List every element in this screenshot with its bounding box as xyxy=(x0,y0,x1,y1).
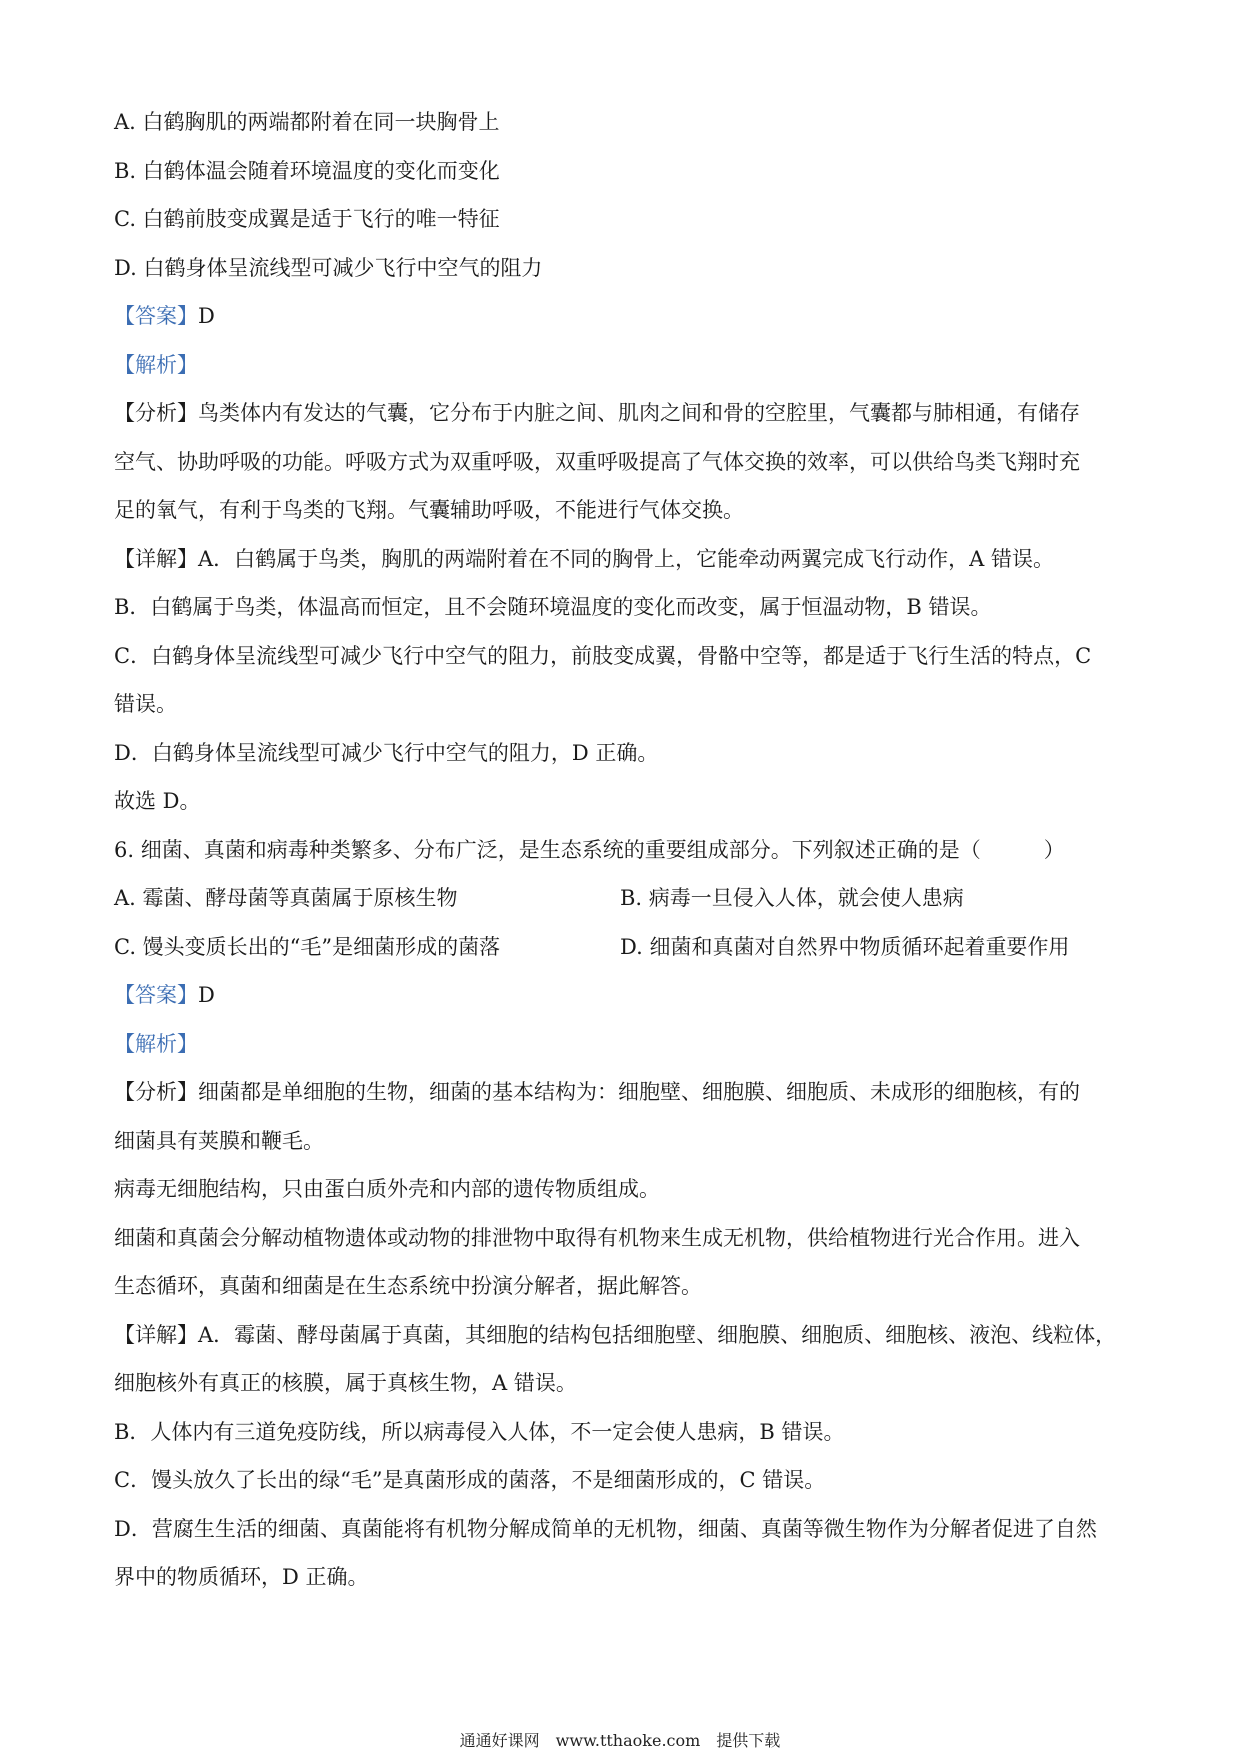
q6-option-d: D. 细菌和真菌对自然界中物质循环起着重要作用 xyxy=(620,934,1070,959)
q6-analysis-line: 【详解】A．霉菌、酵母菌属于真菌，其细胞的结构包括细胞壁、细胞膜、细胞质、细胞核、液泡、线粒体， xyxy=(114,1322,1117,1347)
q5-analysis-line: 空气、协助呼吸的功能。呼吸方式为双重呼吸，双重呼吸提高了气体交换的效率，可以供给鸟类飞翔时充 xyxy=(114,449,1080,474)
q6-analysis-line: 界中的物质循环，D 正确。 xyxy=(114,1565,369,1589)
q5-analysis-line: 【详解】A．白鹤属于鸟类，胸肌的两端附着在不同的胸骨上，它能牵动两翼完成飞行动作，A 错误。 xyxy=(114,546,1055,571)
page-content xyxy=(114,98,1134,1602)
q6-analysis-line: 细胞核外有真正的核膜，属于真核生物，A 错误。 xyxy=(114,1371,577,1395)
q5-analysis-line: B．白鹤属于鸟类，体温高而恒定，且不会随环境温度的变化而改变，属于恒温动物，B 错误。 xyxy=(114,595,992,619)
q6-answer xyxy=(114,971,1134,1020)
q5-answer xyxy=(114,292,1134,341)
q5-analysis-line: 【分析】鸟类体内有发达的气囊，它分布于内脏之间、肌肉之间和骨的空腔里，气囊都与肺相通，有储存 xyxy=(114,401,1080,425)
q6-options-row xyxy=(114,923,1134,972)
q5-analysis-line: 足的氧气，有利于鸟类的飞翔。气囊辅助呼吸，不能进行气体交换。 xyxy=(114,498,744,522)
q5-analysis-line: 错误。 xyxy=(114,692,177,716)
q6-analysis-line: B．人体内有三道免疫防线，所以病毒侵入人体，不一定会使人患病，B 错误。 xyxy=(114,1419,845,1444)
q6-analysis-line: 生态循环，真菌和细菌是在生态系统中扮演分解者，据此解答。 xyxy=(114,1274,702,1298)
q6-options-row xyxy=(114,874,1134,923)
q6-analysis-line: C．馒头放久了长出的绿“毛”是真菌形成的菌落，不是细菌形成的，C 错误。 xyxy=(114,1468,826,1492)
q6-stem: 6. 细菌、真菌和病毒种类繁多、分布广泛，是生态系统的重要组成部分。下列叙述正确的是（ ） xyxy=(114,837,1065,862)
q5-analysis-line: C．白鹤身体呈流线型可减少飞行中空气的阻力，前肢变成翼，骨骼中空等，都是适于飞行生活的特点，C xyxy=(114,643,1092,668)
q6-analysis-line: 病毒无细胞结构，只由蛋白质外壳和内部的遗传物质组成。 xyxy=(114,1177,660,1201)
q6-analysis-line: 【分析】细菌都是单细胞的生物，细菌的基本结构为：细胞壁、细胞膜、细胞质、未成形的细胞核，有的 xyxy=(114,1080,1080,1104)
page-footer: 通通好课网 www.tthaoke.com 提供下载 xyxy=(459,1731,781,1750)
q6-answer-value: D xyxy=(198,983,215,1007)
q5-analysis-line: D．白鹤身体呈流线型可减少飞行中空气的阻力，D 正确。 xyxy=(114,740,659,765)
q6-analysis-line: D．营腐生生活的细菌、真菌能将有机物分解成简单的无机物，细菌、真菌等微生物作为分解者促进了自然 xyxy=(114,1516,1097,1541)
q5-option-c: C. 白鹤前肢变成翼是适于飞行的唯一特征 xyxy=(114,207,500,231)
q5-answer-value: D xyxy=(198,304,215,328)
q5-option-d: D. 白鹤身体呈流线型可减少飞行中空气的阻力 xyxy=(114,255,543,280)
q6-analysis-line: 细菌具有荚膜和鞭毛。 xyxy=(114,1128,324,1153)
q6-option-b: B. 病毒一旦侵入人体，就会使人患病 xyxy=(620,886,964,910)
q6-option-a: A. 霉菌、酵母菌等真菌属于原核生物 xyxy=(114,886,458,910)
q5-answer-label: 【答案】 xyxy=(114,304,198,328)
q6-answer-label: 【答案】 xyxy=(114,983,198,1007)
q5-analysis-line: 故选 D。 xyxy=(114,789,201,813)
q6-option-c: C. 馒头变质长出的“毛”是细菌形成的菌落 xyxy=(114,934,501,959)
q5-analysis-label: 【解析】 xyxy=(114,352,198,377)
q5-option-b: B. 白鹤体温会随着环境温度的变化而变化 xyxy=(114,158,500,183)
q6-analysis-label: 【解析】 xyxy=(114,1031,198,1056)
q6-analysis-line: 细菌和真菌会分解动植物遗体或动物的排泄物中取得有机物来生成无机物，供给植物进行光合作用。进入 xyxy=(114,1225,1080,1250)
q5-option-a: A. 白鹤胸肌的两端都附着在同一块胸骨上 xyxy=(114,110,500,134)
